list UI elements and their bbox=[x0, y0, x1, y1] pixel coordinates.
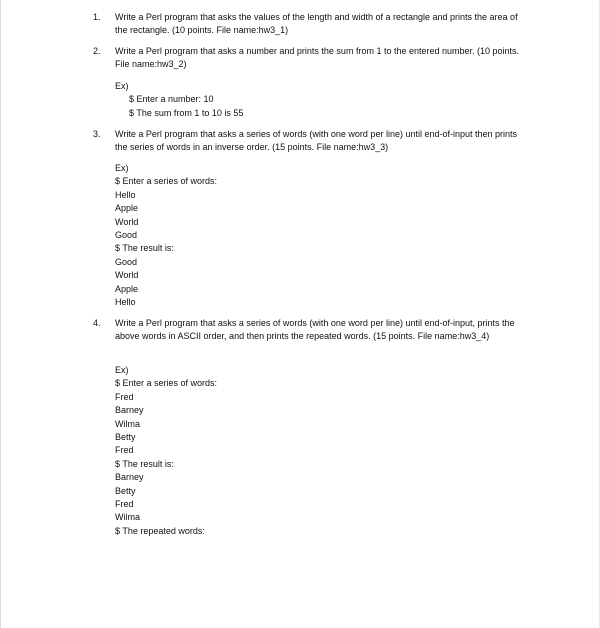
example-label: Ex) bbox=[115, 163, 129, 173]
example-line: $ The result is: bbox=[115, 458, 174, 469]
example-line: $ Enter a series of words: bbox=[115, 176, 218, 187]
question-3 bbox=[93, 128, 533, 155]
example-4 bbox=[115, 364, 217, 538]
question-number: 2. bbox=[93, 46, 101, 56]
question-number: 1. bbox=[93, 12, 101, 22]
example-line: Betty bbox=[115, 485, 136, 496]
example-line: Barney bbox=[115, 472, 144, 483]
example-line: Barney bbox=[115, 405, 144, 416]
question-number: 4. bbox=[93, 318, 101, 328]
example-line: $ The sum from 1 to 10 is 55 bbox=[129, 107, 244, 118]
example-label: Ex) bbox=[115, 365, 129, 375]
page-left-border bbox=[0, 0, 1, 628]
question-2 bbox=[93, 45, 533, 72]
example-line: Fred bbox=[115, 498, 134, 509]
question-4 bbox=[93, 317, 533, 344]
example-line: $ The repeated words: bbox=[115, 525, 205, 536]
question-text: Write a Perl program that asks a series of words (with one word per line) until end-of-input then prints the series of words in an inverse order. (15 points. File name:hw3_3) bbox=[115, 129, 518, 153]
example-line: Hello bbox=[115, 296, 136, 307]
example-line: Good bbox=[115, 229, 138, 240]
example-line: Betty bbox=[115, 431, 136, 442]
example-line: Apple bbox=[115, 283, 139, 294]
example-line: Wilma bbox=[115, 512, 140, 523]
example-line: Fred bbox=[115, 391, 134, 402]
question-number: 3. bbox=[93, 129, 101, 139]
example-line: $ Enter a number: 10 bbox=[129, 94, 214, 105]
example-line: $ Enter a series of words: bbox=[115, 378, 218, 389]
example-line: Hello bbox=[115, 189, 136, 200]
example-line: World bbox=[115, 216, 139, 227]
question-text: Write a Perl program that asks a series of words (with one word per line) until end-of-input, prints the above words in ASCII order, and then prints the repeated words. (15 points. File name:hw3_4) bbox=[115, 318, 515, 342]
example-line: Good bbox=[115, 256, 138, 267]
example-line: World bbox=[115, 270, 139, 281]
question-text: Write a Perl program that asks a number and prints the sum from 1 to the entered number. (10 points. File name:hw3_2) bbox=[115, 46, 520, 70]
example-label: Ex) bbox=[115, 81, 129, 91]
example-line: $ The result is: bbox=[115, 243, 174, 254]
question-1 bbox=[93, 11, 533, 38]
example-line: Wilma bbox=[115, 418, 140, 429]
question-text: Write a Perl program that asks the values of the length and width of a rectangle and prints the area of the rectangle. (10 points. File name:hw3_1) bbox=[115, 12, 518, 36]
example-2 bbox=[115, 80, 243, 120]
example-3 bbox=[115, 162, 217, 309]
example-line: Apple bbox=[115, 203, 139, 214]
example-line: Fred bbox=[115, 445, 134, 456]
